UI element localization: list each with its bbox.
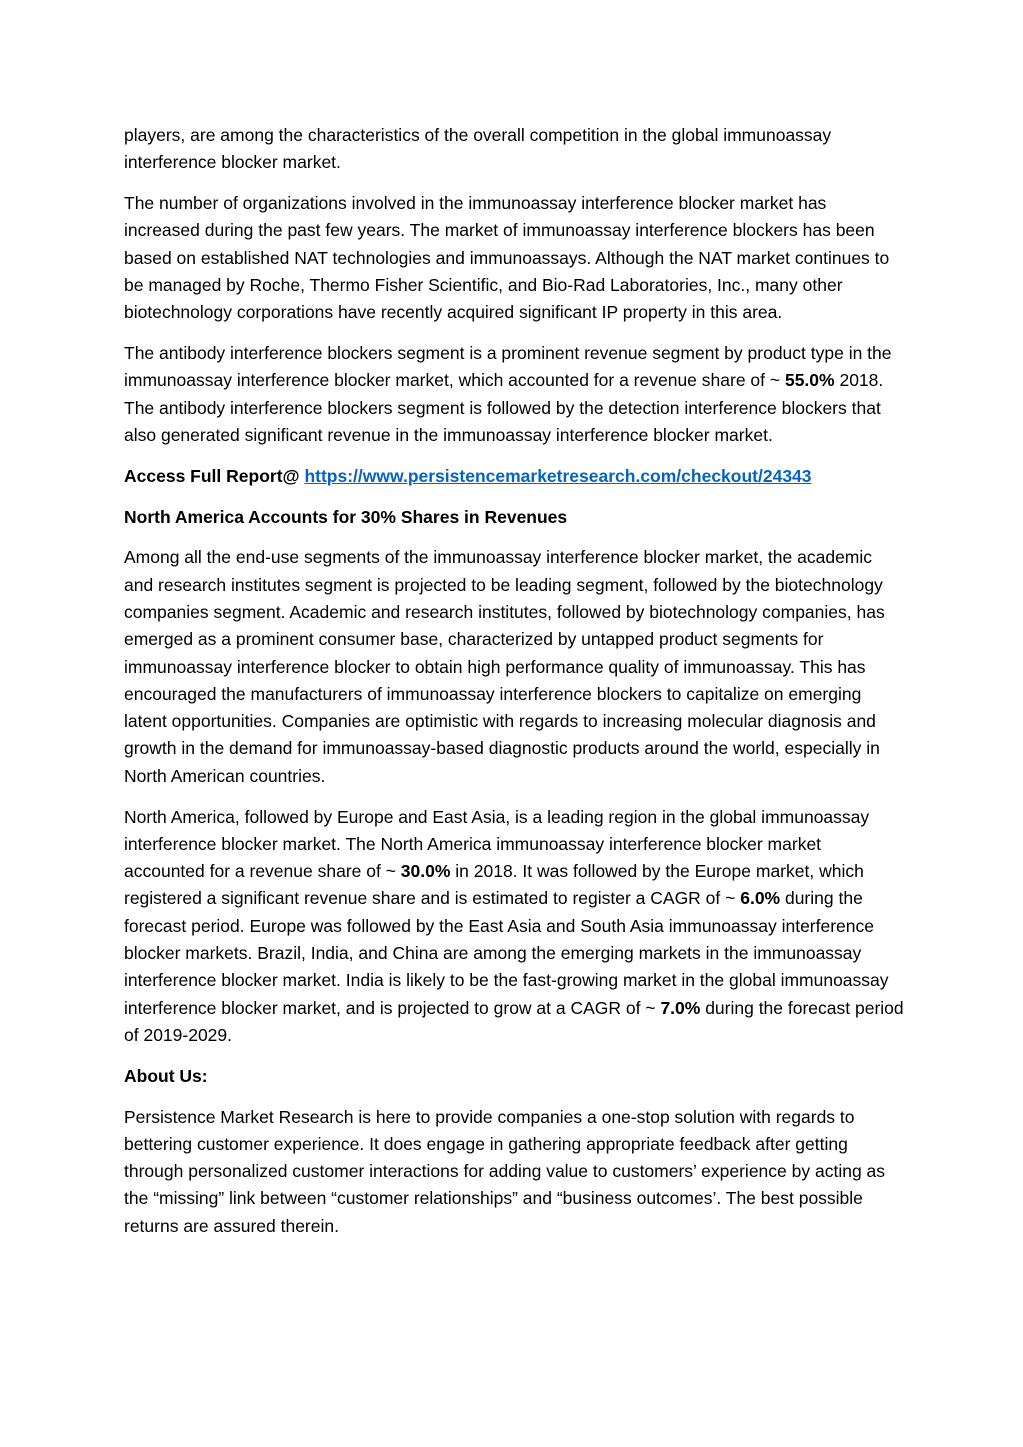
north-america-share-value: 30.0%: [400, 861, 451, 882]
text-span: during the forecast period. Europe was followed by the East Asia and South Asia immunoassay interference blocker markets. Brazil, India, and China are among the emerging markets in the immunoassay interference blocker market. India is likely to be the fast-growing market in the global immunoassay interference blocker market, and is projected to grow at a CAGR of ~: [124, 888, 889, 1018]
text-span: North America, followed by Europe and East Asia, is a leading region in the global immunoassay interference blocker market. The North America immunoassay interference blocker market accounted for a revenue share of ~: [124, 806, 870, 882]
paragraph-about-us: Persistence Market Research is here to provide companies a one-stop solution with regards to bettering customer experience. It does engage in gathering appropriate feedback after getting through personalized customer interactions for adding value to customers’ experience by acting as the “missing” link between “customer relationships” and “business outcomes’. The best possible returns are assured therein.: [124, 1106, 886, 1236]
india-cagr-value: 7.0%: [660, 997, 701, 1018]
paragraph-competition: players, are among the characteristics of the overall competition in the global immunoassay interference blocker market.: [124, 125, 832, 173]
text-span: during the forecast period of 2019-2029.: [124, 997, 904, 1045]
europe-cagr-value: 6.0%: [740, 888, 781, 909]
document-page: [124, 122, 904, 1253]
paragraph-end-use-segments: Among all the end-use segments of the immunoassay interference blocker market, the academic and research institutes segment is projected to be leading segment, followed by the biotechnology companies segment. Academic and research institutes, followed by biotechnology companies, has emerged as a prominent consumer base, characterized by untapped product segments for immunoassay interference blocker to obtain high performance quality of immunoassay. This has encouraged the manufacturers of immunoassay interference blockers to capitalize on emerging latent opportunities. Companies are optimistic with regards to increasing molecular diagnosis and growth in the demand for immunoassay-based diagnostic products around the world, especially in North American countries.: [124, 547, 885, 786]
section-heading-north-america: North America Accounts for 30% Shares in Revenues: [124, 506, 568, 527]
paragraph-antibody-segment: [124, 340, 904, 449]
access-report-line: [124, 463, 904, 490]
section-heading-about-us: About Us:: [124, 1065, 208, 1086]
paragraph-organizations: The number of organizations involved in the immunoassay interference blocker market has increased during the past few years. The market of immunoassay interference blockers has been based on established NAT technologies and immunoassays. Although the NAT market continues to be managed by Roche, Thermo Fisher Scientific, and Bio-Rad Laboratories, Inc., many other biotechnology corporations have recently acquired significant IP property in this area.: [124, 193, 890, 323]
revenue-share-value: 55.0%: [784, 370, 835, 391]
text-span: The antibody interference blockers segment is a prominent revenue segment by product type in the immunoassay interference blocker market, which accounted for a revenue share of ~: [124, 343, 892, 391]
text-span: 2018. The antibody interference blockers segment is followed by the detection interference blockers that also generated significant revenue in the immunoassay interference blocker market.: [124, 370, 884, 445]
text-span: in 2018. It was followed by the Europe market, which registered a significant revenue share and is estimated to register a CAGR of ~: [124, 861, 864, 909]
access-report-label: Access Full Report@: [124, 465, 305, 486]
paragraph-regional-analysis: [124, 804, 904, 1050]
report-link[interactable]: https://www.persistencemarketresearch.com/checkout/24343: [304, 465, 812, 486]
